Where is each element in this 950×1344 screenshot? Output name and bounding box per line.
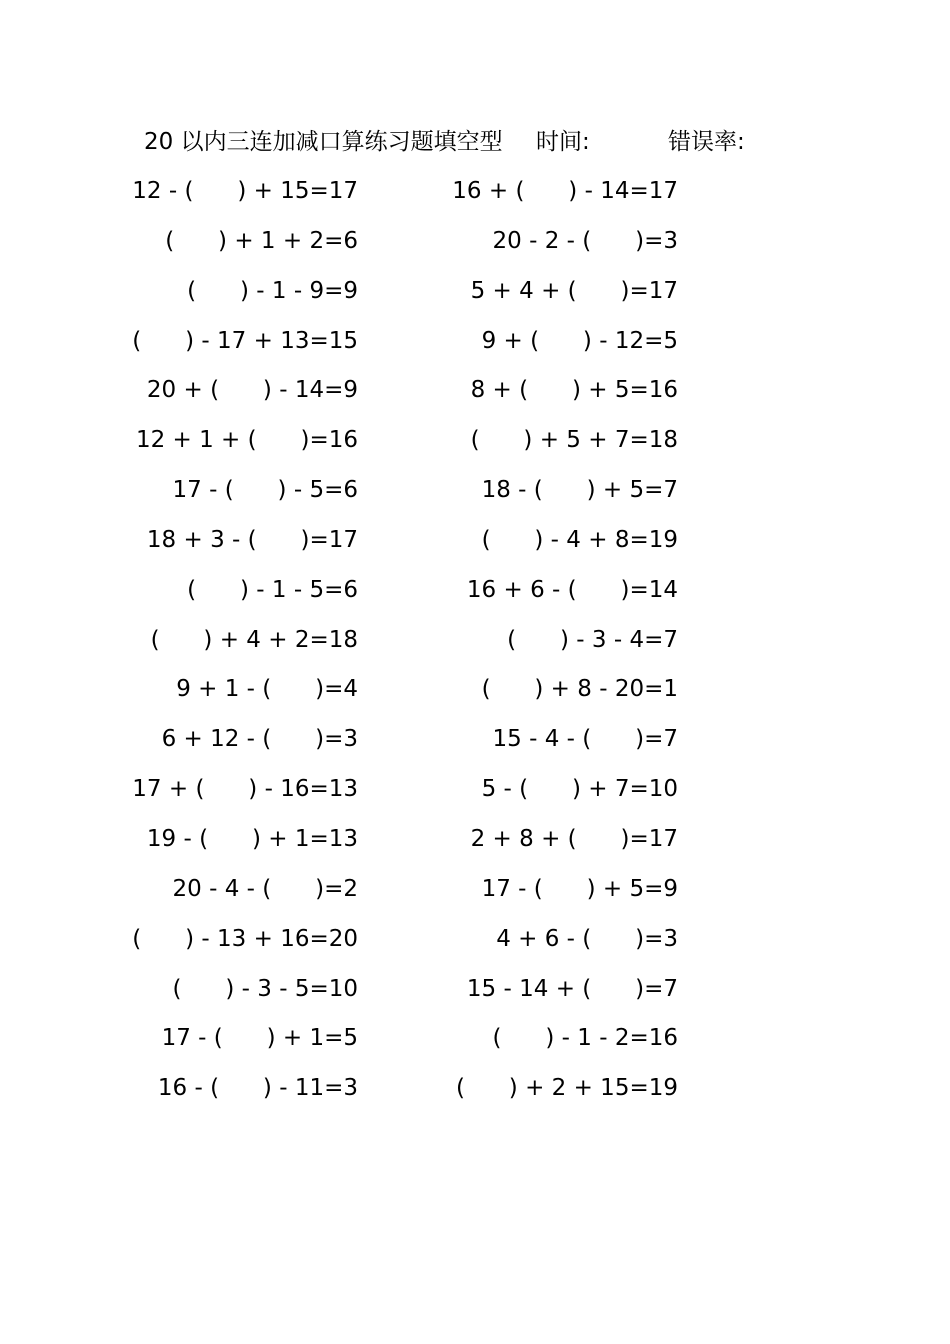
problem-row-right-10: ( ) - 3 - 4=7 xyxy=(507,626,678,653)
problem-row-right-17: 15 - 14 + ( )=7 xyxy=(466,975,678,1002)
problem-row-right-8: ( ) - 4 + 8=19 xyxy=(481,526,678,553)
problem-row-left-9: ( ) - 1 - 5=6 xyxy=(187,576,358,603)
problem-row-right-9: 16 + 6 - ( )=14 xyxy=(466,576,678,603)
problem-row-left-10: ( ) + 4 + 2=18 xyxy=(150,626,358,653)
problem-row-left-13: 17 + ( ) - 16=13 xyxy=(132,776,358,803)
problem-row-right-6: ( ) + 5 + 7=18 xyxy=(470,427,678,454)
time-label: 时间: xyxy=(536,129,590,155)
left-problem-column xyxy=(128,172,358,1119)
problem-row-left-17: ( ) - 3 - 5=10 xyxy=(172,975,358,1002)
problem-row-right-3: 5 + 4 + ( )=17 xyxy=(470,277,678,304)
problem-row-left-8: 18 + 3 - ( )=17 xyxy=(146,526,358,553)
problem-row-right-11: ( ) + 8 - 20=1 xyxy=(481,676,678,703)
problem-row-right-16: 4 + 6 - ( )=3 xyxy=(496,925,678,952)
problem-row-right-5: 8 + ( ) + 5=16 xyxy=(470,377,678,404)
problem-row-left-16: ( ) - 13 + 16=20 xyxy=(132,925,358,952)
problem-row-left-4: ( ) - 17 + 13=15 xyxy=(132,327,358,354)
problem-row-left-6: 12 + 1 + ( )=16 xyxy=(135,427,358,454)
problem-row-right-7: 18 - ( ) + 5=7 xyxy=(481,477,678,504)
problem-row-right-4: 9 + ( ) - 12=5 xyxy=(481,327,678,354)
problem-row-right-14: 2 + 8 + ( )=17 xyxy=(470,825,678,852)
problem-row-left-5: 20 + ( ) - 14=9 xyxy=(146,377,358,404)
problem-row-right-19: ( ) + 2 + 15=19 xyxy=(455,1075,678,1102)
problem-row-left-1: 12 - ( ) + 15=17 xyxy=(132,178,358,204)
problem-row-left-2: ( ) + 1 + 2=6 xyxy=(165,227,358,254)
problem-row-right-15: 17 - ( ) + 5=9 xyxy=(481,875,678,902)
error-rate-label: 错误率: xyxy=(668,129,745,155)
problem-row-left-11: 9 + 1 - ( )=4 xyxy=(176,676,358,703)
problem-row-left-7: 17 - ( ) - 5=6 xyxy=(172,477,358,504)
problem-row-left-19: 16 - ( ) - 11=3 xyxy=(157,1075,358,1102)
problem-row-right-18: ( ) - 1 - 2=16 xyxy=(492,1025,678,1052)
problem-row-left-18: 17 - ( ) + 1=5 xyxy=(161,1025,358,1052)
problem-row-left-15: 20 - 4 - ( )=2 xyxy=(172,875,358,902)
worksheet-title: 20 以内三连加减口算练习题填空型 xyxy=(144,129,503,155)
problem-row-left-14: 19 - ( ) + 1=13 xyxy=(146,825,358,852)
problem-row-right-12: 15 - 4 - ( )=7 xyxy=(492,726,678,753)
problem-row-right-2: 20 - 2 - ( )=3 xyxy=(492,227,678,254)
right-problem-column xyxy=(448,172,678,1119)
problem-row-left-3: ( ) - 1 - 9=9 xyxy=(187,277,358,304)
problem-row-right-13: 5 - ( ) + 7=10 xyxy=(481,776,678,803)
problem-row-left-12: 6 + 12 - ( )=3 xyxy=(161,726,358,753)
problem-row-right-1: 16 + ( ) - 14=17 xyxy=(452,178,678,204)
